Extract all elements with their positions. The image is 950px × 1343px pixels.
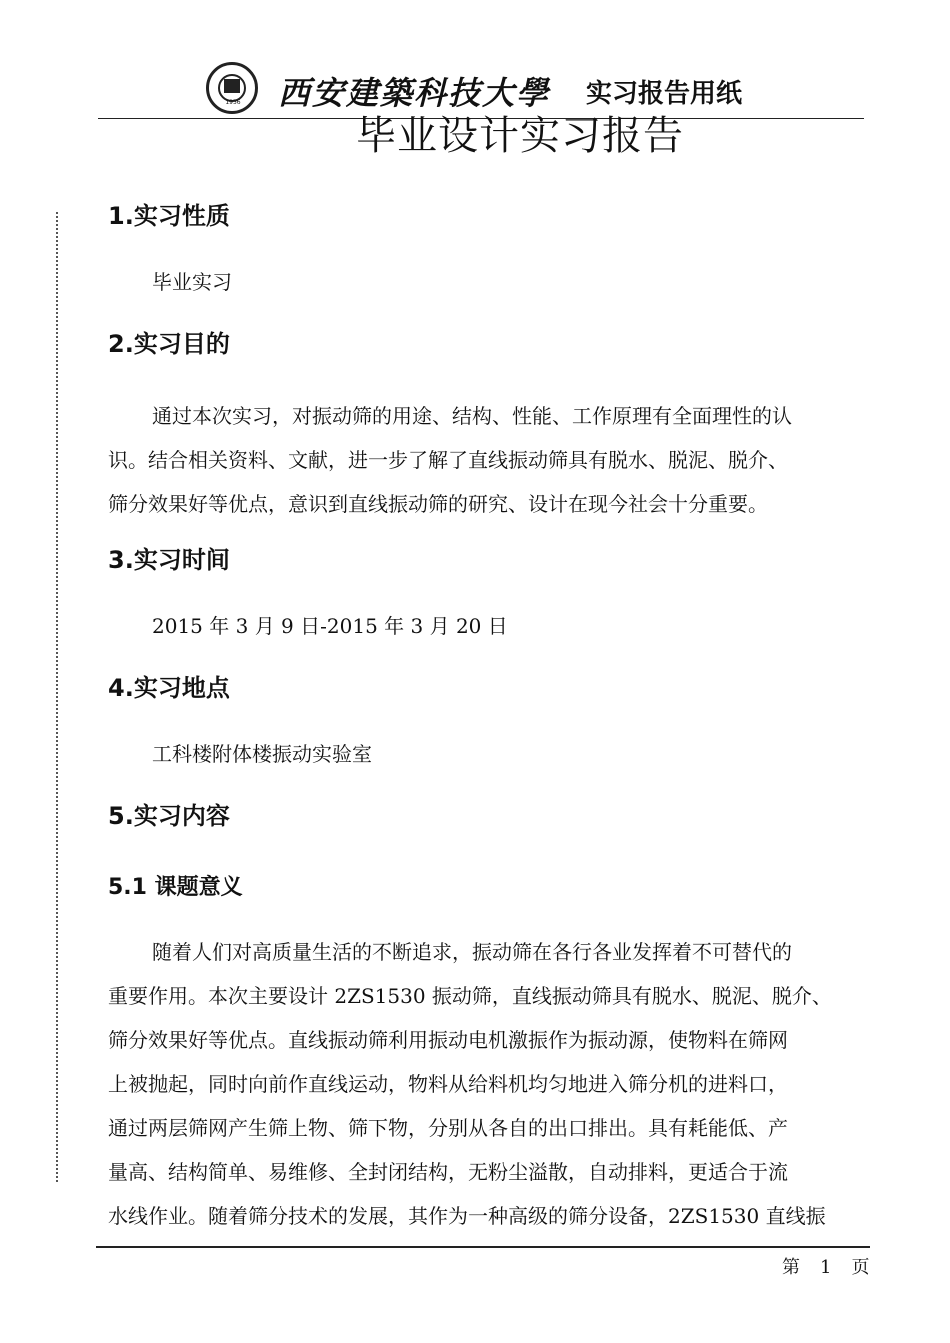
seal-year: 1956 — [225, 99, 241, 106]
binding-dotted-line — [56, 212, 58, 1182]
footer-rule — [96, 1246, 870, 1248]
paragraph-line: 随着人们对高质量生活的不断追求，振动筛在各行各业发挥着不可替代的 — [152, 940, 792, 964]
section-heading-4: 4.实习地点 — [108, 674, 230, 702]
section-heading-2: 2.实习目的 — [108, 330, 230, 358]
page-number-value: 1 — [820, 1257, 832, 1278]
section-heading-3: 3.实习时间 — [108, 546, 230, 574]
paragraph-line: 上被抛起，同时向前作直线运动，物料从给料机均匀地进入筛分机的进料口， — [108, 1072, 788, 1096]
page-number — [772, 1253, 879, 1279]
document-title: 毕业设计实习报告 — [356, 113, 684, 159]
section-heading-1: 1.实习性质 — [108, 202, 230, 230]
sub-heading-5-1: 5.1 课题意义 — [108, 875, 243, 900]
paragraph-line: 水线作业。随着筛分技术的发展，其作为一种高级的筛分设备，2ZS1530 直线振 — [108, 1204, 826, 1228]
page-prefix: 第 — [782, 1257, 800, 1278]
seal-building-icon — [224, 79, 240, 93]
paragraph-line: 量高、结构简单、易维修、全封闭结构，无粉尘溢散，自动排料，更适合于流 — [108, 1160, 788, 1184]
report-paper-label: 实习报告用纸 — [586, 79, 743, 109]
paragraph-line: 筛分效果好等优点。直线振动筛利用振动电机激振作为振动源，使物料在筛网 — [108, 1028, 788, 1052]
page-suffix: 页 — [851, 1257, 870, 1278]
paragraph-line: 筛分效果好等优点，意识到直线振动筛的研究、设计在现今社会十分重要。 — [108, 492, 768, 516]
paragraph-line: 通过两层筛网产生筛上物、筛下物，分别从各自的出口排出。具有耗能低、产 — [108, 1116, 788, 1140]
section-text-1: 毕业实习 — [152, 270, 232, 294]
section-text-3: 2015 年 3 月 9 日-2015 年 3 月 20 日 — [152, 614, 508, 638]
paragraph-line: 通过本次实习，对振动筛的用途、结构、性能、工作原理有全面理性的认 — [152, 404, 792, 428]
paragraph-line: 识。结合相关资料、文献，进一步了解了直线振动筛具有脱水、脱泥、脱介、 — [108, 448, 788, 472]
section-heading-5: 5.实习内容 — [108, 802, 230, 830]
section-text-4: 工科楼附体楼振动实验室 — [152, 742, 372, 766]
paragraph-line: 重要作用。本次主要设计 2ZS1530 振动筛，直线振动筛具有脱水、脱泥、脱介、 — [108, 984, 832, 1008]
university-name: 西安建築科技大學 — [278, 74, 551, 112]
